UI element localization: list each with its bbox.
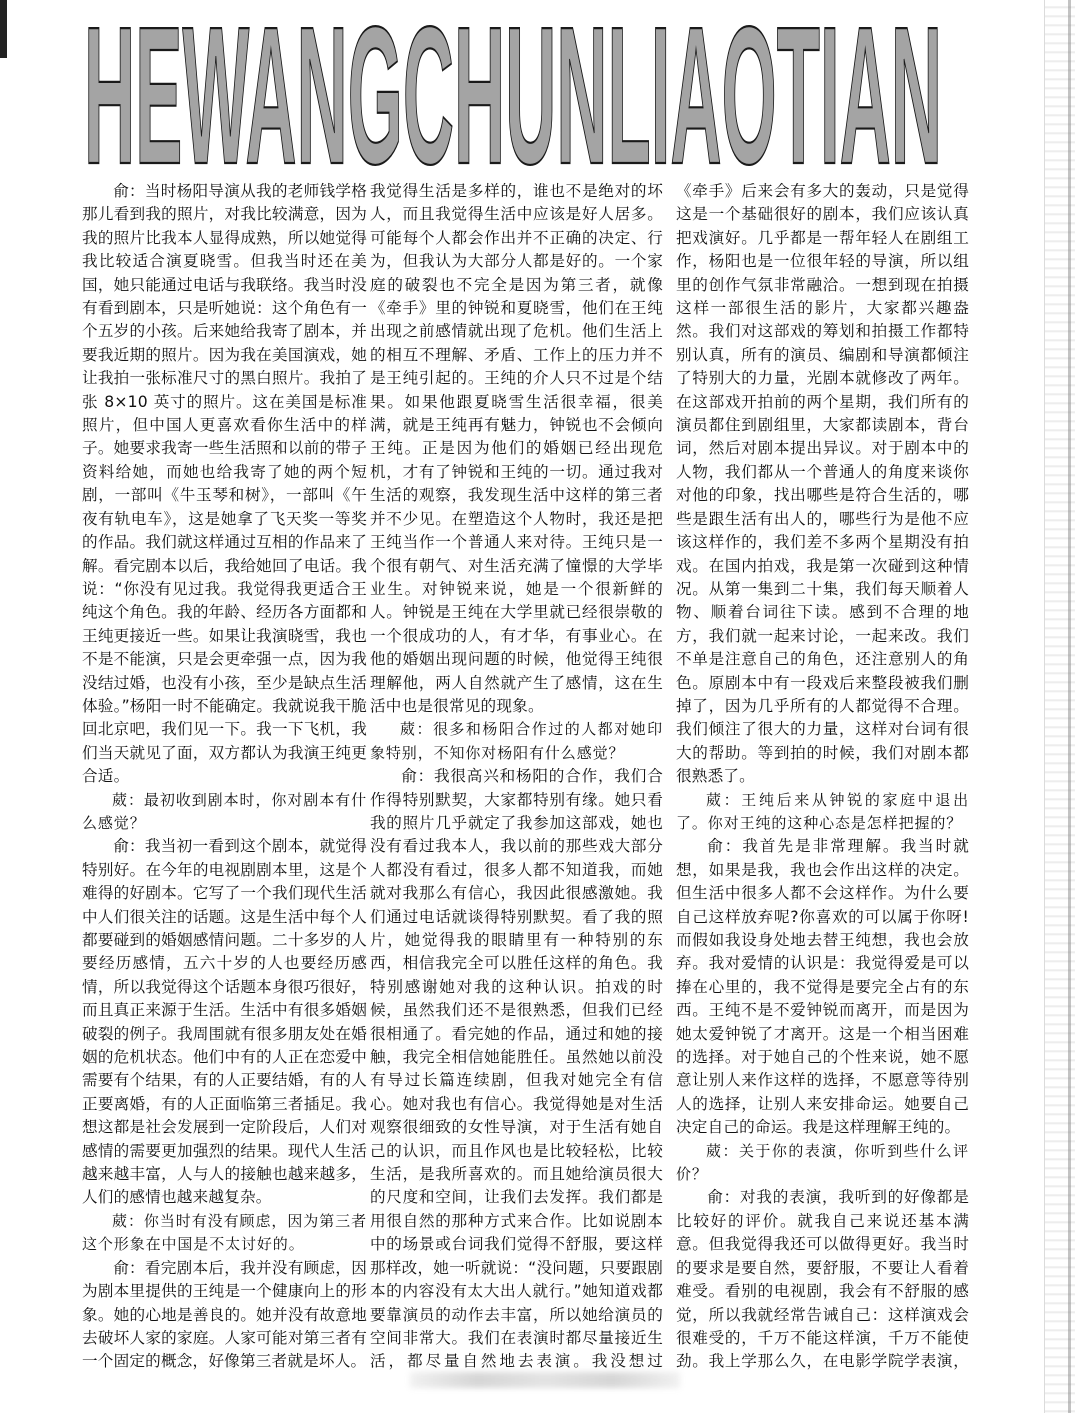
interview-question: 葳：很多和杨阳合作过的人都对她印象特别，不知你对杨阳有什么感觉？ xyxy=(370,720,663,762)
article-column-1 xyxy=(82,180,367,1374)
article-column-2 xyxy=(370,180,663,1374)
article-column-3 xyxy=(676,180,969,1374)
interview-answer: 俞：我很高兴和杨阳的合作，我们合作得特别默契，大家都特别有缘。她只看我的照片几乎就定了我参加这部戏，她也没有看过我本人，我以前的那些戏大部分人都没有看过，很多人都不知道我，而她就对我那么有信心，我因此很感激她。我们通过电话就谈得特别默契。看了我的照片，她觉得我的眼睛里有一种特别的东西，相信我完全可以胜任这样的角色。我特别感谢她对我的这种认识。拍戏的时候，虽然我们还不是很熟悉，但我们已经很相通了。看完她的作品，通过和她的接触，我完全相信她能胜任。虽然她以前没有导过长篇连续剧，但我对她完全有信心。她对我也有信心。我觉得她是对生活观察很细致的女性导演，对于生活有她自己的认识，而且作风也是比较轻松，比较生活，是我所喜欢的。而且她给演员很大的尺度和空间，让我们去发挥。我们都是用很自然的那种方式来合作。比如说剧本中的场景或台词我们觉得不舒服，要这样那样改，她一听就说：“没问题，只要跟剧本的内容没有太大出人就行。”她知道戏都要靠演员的动作去丰富，所以她给演员的空间非常大。我们在表演时都尽量接近生活，都尽量自然地去表演。我没想过 xyxy=(370,767,663,1371)
interview-question: 葳：王纯后来从钟锐的家庭中退出了。你对王纯的这种心态是怎样把握的？ xyxy=(676,790,969,832)
masthead-title xyxy=(80,8,950,173)
scan-watermark-smudge xyxy=(410,1372,680,1388)
scan-edge-line xyxy=(1068,0,1071,1413)
interview-answer: 《牵手》后来会有多大的轰动，只是觉得这是一个基础很好的剧本，我们应该认真把戏演好。几乎都是一帮年轻人在剧组工作，杨阳也是一位很年轻的导演，所以组里的创作气氛非常融洽。一想到现在拍摄这样一部很生活的影片，大家都兴趣盎然。我们对这部戏的筹划和拍摄工作都特别认真，所有的演员、编剧和导演都倾注了特别大的力量，光剧本就修改了两年。在这部戏开拍前的两个星期，我们所有的演员都住到剧组里，大家都读剧本，背台词，然后对剧本提出异议。对于剧本中的人物，我们都从一个普通人的角度来谈你对他的印象，找出哪些是符合生活的，哪些是跟生活有出人的，哪些行为是他不应该这样作的，我们差不多两个星期没有拍戏。在国内拍戏，我是第一次碰到这种情况。从第一集到二十集，我们每天顺着人物、顺着台词往下读。感到不合理的地方，我们就一起来讨论，一起来改。我们不单是注意自己的角色，还注意别人的角色。原剧本中有一段戏后来整段被我们删掉了，因为几乎所有的人都觉得不合理。我们倾注了很大的力量，这样对台词有很大的帮助。等到拍的时候，我们对剧本都很熟悉了。 xyxy=(676,182,969,786)
scan-edge-mark xyxy=(0,0,7,58)
interview-answer: 俞：对我的表演，我听到的好像都是比较好的评价。就我自己来说还基本满意。但我觉得我还可以做得更好。我当时的要求是要自然，要舒服，不要让人看着难受。看别的电视剧，我会有不舒服的感觉，所以我就经常告诫自己：这样演戏会很难受的，千万不能这样演，千万不能使劲。我上学那么久，在电影学院学表演， xyxy=(676,1188,969,1371)
interview-answer: 俞：当时杨阳导演从我的老师钱学格那儿看到我的照片，对我比较满意，因为我的照片比我本人显得成熟，所以她觉得我比较适合演夏晓雪。但我当时还在美国，她只能通过电话与我联络。我当时没有看到剧本，只是听她说：这个角色有一个五岁的小孩。后来她给我寄了剧本，并要我近期的照片。因为我在美国演戏，她让我拍一张标准尺寸的黑白照片。我拍了张 8×10 英寸的照片。这在美国是标准照片，但中国人更喜欢看你生活中的样子。她要求我寄一些生活照和以前的带子资料给她，而她也给我寄了她的两个短剧，一部叫《牛玉琴和树》，一部叫《午夜有轨电车》，这是她拿了飞天奖一等奖的作品。我们就这样通过互相的作品来了解。看完剧本以后，我给她回了电话。我说：“你没有见过我。我觉得我更适合王纯这个角色。我的年龄、经历各方面都和王纯更接近一些。如果让我演晓雪，我也不是不能演，只是会更牵强一点，因为我没结过婚，也没有小孩，至少是缺点生活体验。”杨阳一时不能确定。我就说我干脆回北京吧，我们见一下。我一下飞机，我们当天就见了面，双方都认为我演王纯更合适。 xyxy=(82,182,367,786)
interview-question: 葳：关于你的表演，你听到些什么评价？ xyxy=(676,1141,969,1184)
interview-answer: 我觉得生活是多样的，谁也不是绝对的坏人，而且我觉得生活中应该是好人居多。可能每个人都会作出并不正确的决定、行为，但我认为大部分人都是好的。一个家庭的破裂也不完全是因为第三者，就像《牵手》里的钟锐和夏晓雪，他们在王纯出现之前感情就出现了危机。他们生活上的相互不理解、矛盾、工作上的压力并不是王纯引起的。王纯的介人只不过是个结果。如果他跟夏晓雪生活很幸福，很美满，就是王纯再有魅力，钟锐也不会倾向王纯。正是因为他们的婚姻已经出现危机，才有了钟锐和王纯的一切。通过我对生活的观察，我发现生活中这样的第三者并不少见。在塑造这个人物时，我还是把王纯当作一个普通人来对待。王纯只是一个很有朝气、对生活充满了憧憬的大学毕业生。对钟锐来说，她是一个很新鲜的人。钟锐是王纯在大学里就已经很崇敬的一个很成功的人，有才华，有事业心。在他的婚姻出现问题的时候，他觉得王纯很理解他，两人自然就产生了感情，这在生活中也是很常见的现象。 xyxy=(370,182,663,715)
interview-answer: 俞：我首先是非常理解。我当时就想，如果是我，我也会作出这样的决定。但生活中很多人都不会这样作。为什么要自己这样放弃呢?你喜欢的可以属于你呀!而假如我设身处地去替王纯想，我也会放弃。我对爱情的认识是：我觉得爱是可以捧在心里的，我不觉得是要完全占有的东西。王纯不是不爱钟锐而离开，而是因为她太爱钟锐了才离开。这是一个相当困难的选择。对于她自己的个性来说，她不愿意让别人来作这样的选择，不愿意等待别人的选择，让别人来安排命运。她要自己决定自己的命运。我是这样理解王纯的。 xyxy=(676,837,969,1137)
interview-question: 葳：最初收到剧本时，你对剧本有什么感觉？ xyxy=(82,790,367,832)
interview-answer: 俞：看完剧本后，我并没有顾虑，因为剧本里提供的王纯是一个健康向上的形象。她的心地是善良的。她并没有故意地去破坏人家的家庭。人家可能对第三者有一个固定的概念，好像第三者就是坏人。 xyxy=(82,1258,367,1371)
interview-question: 葳：你当时有没有顾虑，因为第三者这个形象在中国是不太讨好的。 xyxy=(82,1211,367,1254)
masthead-title-text: HEWANGCHUNLIAOTIAN xyxy=(84,8,942,173)
interview-answer: 俞：我当初一看到这个剧本，就觉得特别好。在今年的电视剧剧本里，这是个难得的好剧本。它写了一个我们现代生活中人们很关注的话题。这是生活中每个人都要碰到的婚姻感情问题。二十多岁的人要经历感情，五六十岁的人也要经历感情，所以我觉得这个话题本身很巧很好，而且真正来源于生活。生活中有很多婚姻破裂的例子。我周围就有很多朋友处在婚姻的危机状态。他们中有的人正在恋爱中需要有个结果，有的人正要结婚，有的人正要离婚，有的人正面临第三者插足。我想这都是社会发展到一定阶段后，人们对感情的需要更加强烈的结果。现代人生活越来越丰富，人与人的接触也越来越多，人们的感情也越来越复杂。 xyxy=(82,837,367,1207)
